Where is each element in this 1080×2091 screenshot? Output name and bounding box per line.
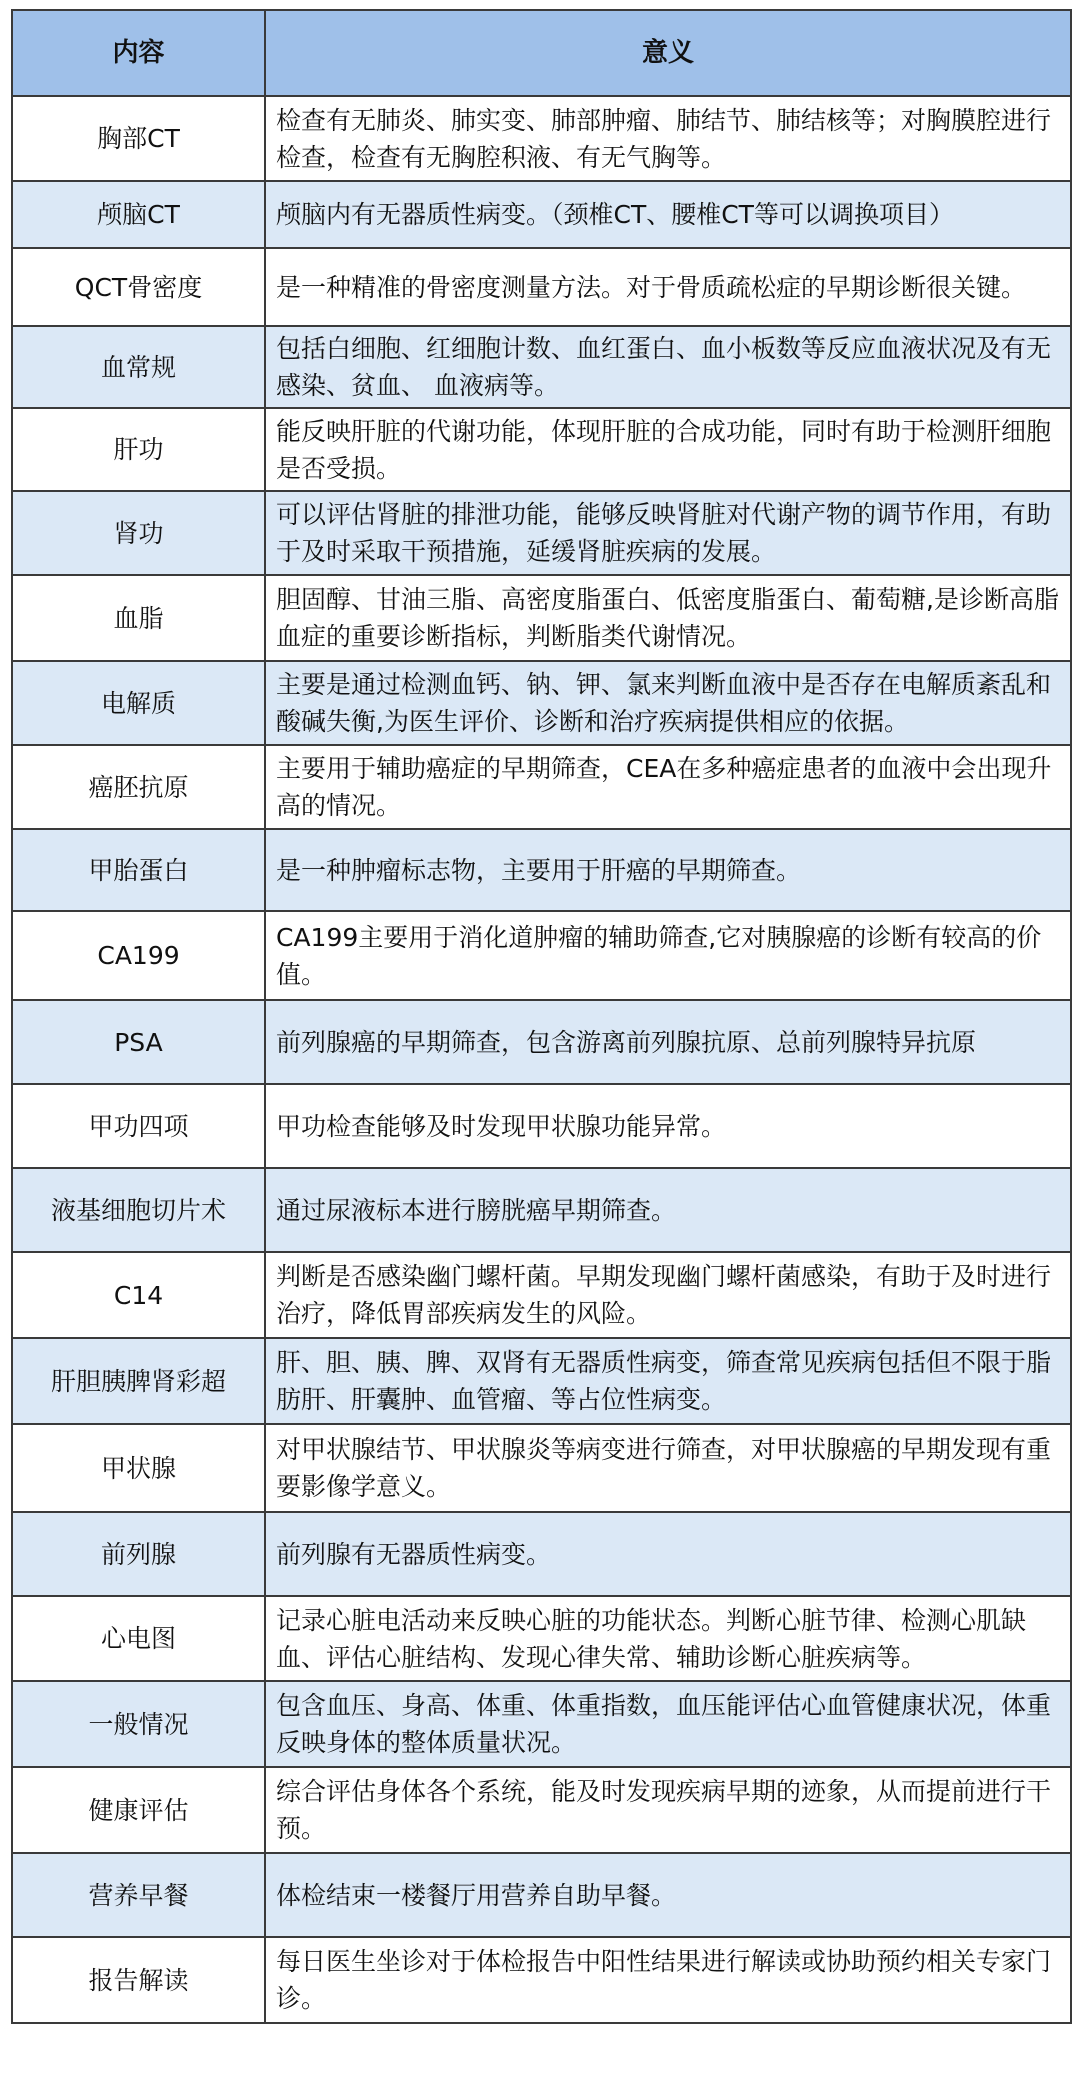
row-desc: 通过尿液标本进行膀胱癌早期筛查。 — [265, 1168, 1071, 1252]
row-name: 甲状腺 — [12, 1424, 265, 1512]
table-row — [12, 661, 1071, 745]
row-name: 健康评估 — [12, 1767, 265, 1853]
table-row — [12, 181, 1071, 248]
table-row — [12, 491, 1071, 575]
header-meaning: 意义 — [265, 10, 1071, 96]
table-row — [12, 575, 1071, 661]
row-desc: 胆固醇、甘油三脂、高密度脂蛋白、低密度脂蛋白、葡萄糖,是诊断高脂血症的重要诊断指标，判断脂类代谢情况。 — [265, 575, 1071, 661]
table-row — [12, 1512, 1071, 1596]
table-row — [12, 745, 1071, 829]
row-desc: 主要用于辅助癌症的早期筛查，CEA在多种癌症患者的血液中会出现升高的情况。 — [265, 745, 1071, 829]
row-desc: 包含血压、身高、体重、体重指数，血压能评估心血管健康状况，体重反映身体的整体质量状况。 — [265, 1681, 1071, 1767]
table-row — [12, 1596, 1071, 1681]
table-row — [12, 96, 1071, 181]
table-row — [12, 326, 1071, 408]
row-name: 甲胎蛋白 — [12, 829, 265, 911]
table-row — [12, 1252, 1071, 1338]
table-row — [12, 829, 1071, 911]
row-name: QCT骨密度 — [12, 248, 265, 326]
row-name: 电解质 — [12, 661, 265, 745]
row-name: 肝功 — [12, 408, 265, 491]
row-desc: 综合评估身体各个系统，能及时发现疾病早期的迹象，从而提前进行干预。 — [265, 1767, 1071, 1853]
table-row — [12, 1424, 1071, 1512]
row-name: 癌胚抗原 — [12, 745, 265, 829]
table-row — [12, 248, 1071, 326]
row-name: 血常规 — [12, 326, 265, 408]
row-desc: 颅脑内有无器质性病变。（颈椎CT、腰椎CT等可以调换项目） — [265, 181, 1071, 248]
row-name: 颅脑CT — [12, 181, 265, 248]
row-desc: 对甲状腺结节、甲状腺炎等病变进行筛查，对甲状腺癌的早期发现有重要影像学意义。 — [265, 1424, 1071, 1512]
row-name: PSA — [12, 1000, 265, 1084]
row-desc: 主要是通过检测血钙、钠、钾、氯来判断血液中是否存在电解质紊乱和酸碱失衡,为医生评价、诊断和治疗疾病提供相应的依据。 — [265, 661, 1071, 745]
exam-items-table — [11, 9, 1072, 2024]
row-name: 肝胆胰脾肾彩超 — [12, 1338, 265, 1424]
row-name: 甲功四项 — [12, 1084, 265, 1168]
table-row — [12, 1681, 1071, 1767]
table-row — [12, 408, 1071, 491]
row-desc: 前列腺癌的早期筛查，包含游离前列腺抗原、总前列腺特异抗原 — [265, 1000, 1071, 1084]
table-header-row — [12, 10, 1071, 96]
table-row — [12, 1168, 1071, 1252]
row-desc: 体检结束一楼餐厅用营养自助早餐。 — [265, 1853, 1071, 1937]
row-desc: 记录心脏电活动来反映心脏的功能状态。判断心脏节律、检测心肌缺血、评估心脏结构、发现心律失常、辅助诊断心脏疾病等。 — [265, 1596, 1071, 1681]
table-row — [12, 1338, 1071, 1424]
row-desc: 前列腺有无器质性病变。 — [265, 1512, 1071, 1596]
row-desc: 是一种精准的骨密度测量方法。对于骨质疏松症的早期诊断很关键。 — [265, 248, 1071, 326]
row-desc: 肝、胆、胰、脾、双肾有无器质性病变，筛查常见疾病包括但不限于脂肪肝、肝囊肿、血管瘤、等占位性病变。 — [265, 1338, 1071, 1424]
row-desc: 每日医生坐诊对于体检报告中阳性结果进行解读或协助预约相关专家门诊。 — [265, 1937, 1071, 2023]
table-row — [12, 1084, 1071, 1168]
row-name: 胸部CT — [12, 96, 265, 181]
row-name: 一般情况 — [12, 1681, 265, 1767]
row-name: CA199 — [12, 911, 265, 1000]
exam-items-table-wrapper — [11, 9, 1070, 2024]
row-name: 心电图 — [12, 1596, 265, 1681]
row-desc: 判断是否感染幽门螺杆菌。早期发现幽门螺杆菌感染，有助于及时进行治疗，降低胃部疾病发生的风险。 — [265, 1252, 1071, 1338]
row-name: 营养早餐 — [12, 1853, 265, 1937]
row-desc: 检查有无肺炎、肺实变、肺部肿瘤、肺结节、肺结核等；对胸膜腔进行检查，检查有无胸腔积液、有无气胸等。 — [265, 96, 1071, 181]
table-row — [12, 1937, 1071, 2023]
row-desc: 可以评估肾脏的排泄功能，能够反映肾脏对代谢产物的调节作用，有助于及时采取干预措施，延缓肾脏疾病的发展。 — [265, 491, 1071, 575]
row-desc: 包括白细胞、红细胞计数、血红蛋白、血小板数等反应血液状况及有无感染、贫血、 血液病等。 — [265, 326, 1071, 408]
table-row — [12, 1853, 1071, 1937]
row-desc: 是一种肿瘤标志物，主要用于肝癌的早期筛查。 — [265, 829, 1071, 911]
table-row — [12, 911, 1071, 1000]
table-row — [12, 1000, 1071, 1084]
header-content: 内容 — [12, 10, 265, 96]
row-name: 血脂 — [12, 575, 265, 661]
row-name: 前列腺 — [12, 1512, 265, 1596]
row-desc: CA199主要用于消化道肿瘤的辅助筛查,它对胰腺癌的诊断有较高的价值。 — [265, 911, 1071, 1000]
table-row — [12, 1767, 1071, 1853]
row-desc: 能反映肝脏的代谢功能，体现肝脏的合成功能，同时有助于检测肝细胞是否受损。 — [265, 408, 1071, 491]
row-desc: 甲功检查能够及时发现甲状腺功能异常。 — [265, 1084, 1071, 1168]
row-name: C14 — [12, 1252, 265, 1338]
row-name: 液基细胞切片术 — [12, 1168, 265, 1252]
row-name: 肾功 — [12, 491, 265, 575]
row-name: 报告解读 — [12, 1937, 265, 2023]
